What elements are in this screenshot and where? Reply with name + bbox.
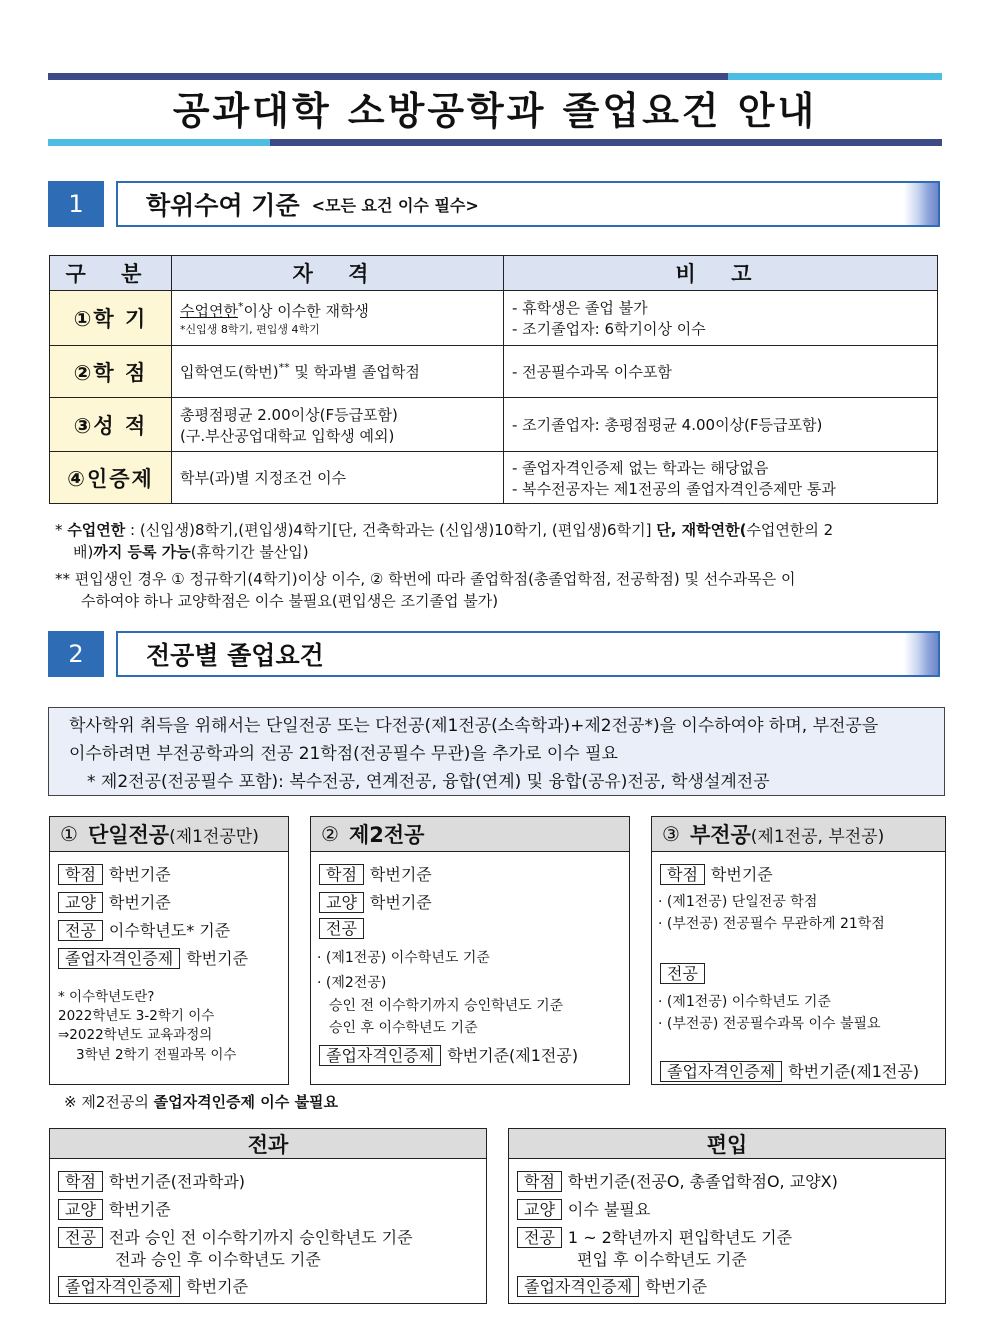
liberal-line: 교양 학번기준 [58,890,171,913]
major-line: 전공 [660,963,711,984]
row-remarks: - 졸업자격인증제 없는 학과는 해당없음 - 복수전공자는 제1전공의 졸업자격인증제만 통과 [504,452,938,504]
row-qualification: 총평점평균 2.00이상(F등급포함) (구.부산공업대학교 입학생 예외) [172,398,504,452]
panel-second-major: ② 제2전공 학점 학번기준 교양 학번기준 전공 · (제1전공) 이수학년도 기준 · (제2전공) 승인 전 이수학기까지 승인학년도 기준 승인 후 이수학년도 기준 졸업자격인증제 학번기준(제1전공) [310,816,630,1085]
section2-number: 2 [48,631,104,677]
row-label: ②학 점 [50,346,172,398]
section1-header [116,181,940,227]
liberal-line: 교양 이수 불필요 [517,1197,650,1220]
cert-line: 졸업자격인증제 학번기준(제1전공) [660,1059,919,1082]
liberal-line: 교양 학번기준 [58,1197,171,1220]
table-row [50,398,938,452]
panel-transfer-dept: 전과 학점 학번기준(전과학과) 교양 학번기준 전공 전과 승인 전 이수학기까지 승인학년도 기준 전과 승인 후 이수학년도 기준 졸업자격인증제 학번기준 [49,1128,487,1304]
panel-header: 전과 [50,1129,486,1159]
credit-line: 학점 학번기준 [660,862,773,885]
requirements-table [49,255,938,504]
cert-line: 졸업자격인증제 학번기준 [58,946,248,969]
row-label: ④인증제 [50,452,172,504]
panel-header: ① 단일전공 (제1전공만) [50,817,288,852]
row-remarks: - 휴학생은 졸업 불가 - 조기졸업자: 6학기이상 이수 [504,291,938,346]
section1-number: 1 [48,181,104,227]
bottom-bar-light [48,139,270,146]
cert-line: 졸업자격인증제 학번기준 [58,1274,248,1297]
cert-line: 졸업자격인증제 학번기준 [517,1274,707,1297]
row-qualification: 수업연한*이상 이수한 재학생 *신입생 8학기, 편입생 4학기 [172,291,504,346]
major-line: 전공 이수학년도* 기준 [58,918,230,941]
footnote-1: * 수업연한 : (신입생)8학기,(편입생)4학기[단, 건축학과는 (신입생)10학기, (편입생)6학기] 단, 재학연한(수업연한의 2 배)까지 등록 가능(휴학기간 불산입) [55,521,834,561]
credit-line: 학점 학번기준 [319,862,432,885]
row-label: ①학 기 [50,291,172,346]
header-qualification: 자 격 [172,256,504,291]
panel-single-major: ① 단일전공 (제1전공만) 학점 학번기준 교양 학번기준 전공 이수학년도* 기준 졸업자격인증제 학번기준 * 이수학년도란? 2022학년도 3-2학기 이수 ⇒2022학년도 교육과정의 3학년 2학기 전필과목 이수 [49,816,289,1085]
table-header-row [50,256,938,291]
credit-line: 학점 학번기준 [58,862,171,885]
panel-header: ③ 부전공 (제1전공, 부전공) [652,817,945,852]
page-title: 공과대학 소방공학과 졸업요건 안내 [172,89,818,133]
major-line: 전공 전과 승인 전 이수학기까지 승인학년도 기준 [58,1225,413,1248]
panel-minor: ③ 부전공 (제1전공, 부전공) 학점 학번기준 · (제1전공) 단일전공 학점 · (부전공) 전공필수 무관하게 21학점 전공 · (제1전공) 이수학년도 기준 · (부전공) 전공필수과목 이수 불필요 졸업자격인증제 학번기준(제1전공) [651,816,946,1085]
header-remarks: 비 고 [504,256,938,291]
top-bar-dark [48,73,728,80]
section-gradient [904,633,938,675]
semester-term: 수업연한 [180,301,238,320]
row-remarks: - 전공필수과목 이수포함 [504,346,938,398]
table-row [50,346,938,398]
bottom-bar-dark [270,139,942,146]
row-remarks: - 조기졸업자: 총평점평균 4.00이상(F등급포함) [504,398,938,452]
row-qualification: 학부(과)별 지정조건 이수 [172,452,504,504]
section1-subtitle: <모든 요건 이수 필수> [311,195,479,215]
panel-header: 편입 [509,1129,945,1159]
info-box: 학사학위 취득을 위해서는 단일전공 또는 다전공(제1전공(소속학과)+제2전공*)을 이수하여야 하며, 부전공을 이수하려면 부전공학과의 전공 21학점(전공필수 무관)을 추가로 이수 필요 * 제2전공(전공필수 포함): 복수전공, 연계전공, 융합(연계) 및 융합(공유)전공, 학생설계전공 [48,707,945,796]
row-label: ③성 적 [50,398,172,452]
panel-header: ② 제2전공 [311,817,629,852]
footnote-2: ** 편입생인 경우 ① 정규학기(4학기)이상 이수, ② 학번에 따라 졸업학점(총졸업학점, 전공학점) 및 선수과목은 이 수하여야 하나 교양학점은 이수 불필요(편입생은 조기졸업 불가) [55,570,796,610]
section1-title: 학위수여 기준 [146,191,300,220]
cert-line: 졸업자격인증제 학번기준(제1전공) [319,1043,578,1066]
panel-transfer-admission: 편입 학점 학번기준(전공O, 총졸업학점O, 교양X) 교양 이수 불필요 전공 1 ~ 2학년까지 편입학년도 기준 편입 후 이수학년도 기준 졸업자격인증제 학번기준 [508,1128,946,1304]
section2-title: 전공별 졸업요건 [146,641,324,670]
section2-header [116,631,940,677]
credit-line: 학점 학번기준(전과학과) [58,1169,245,1192]
table-row [50,452,938,504]
credit-line: 학점 학번기준(전공O, 총졸업학점O, 교양X) [517,1169,838,1192]
top-bar-light [728,73,942,80]
row-qualification: 입학연도(학번)** 및 학과별 졸업학점 [172,346,504,398]
major-line: 전공 1 ~ 2학년까지 편입학년도 기준 [517,1225,792,1248]
liberal-line: 교양 학번기준 [319,890,432,913]
major-line: 전공 [319,918,370,939]
remark-note: ※ 제2전공의 졸업자격인증제 이수 불필요 [64,1093,338,1111]
header-category: 구 분 [50,256,172,291]
table-row [50,291,938,346]
section-gradient [904,183,938,225]
